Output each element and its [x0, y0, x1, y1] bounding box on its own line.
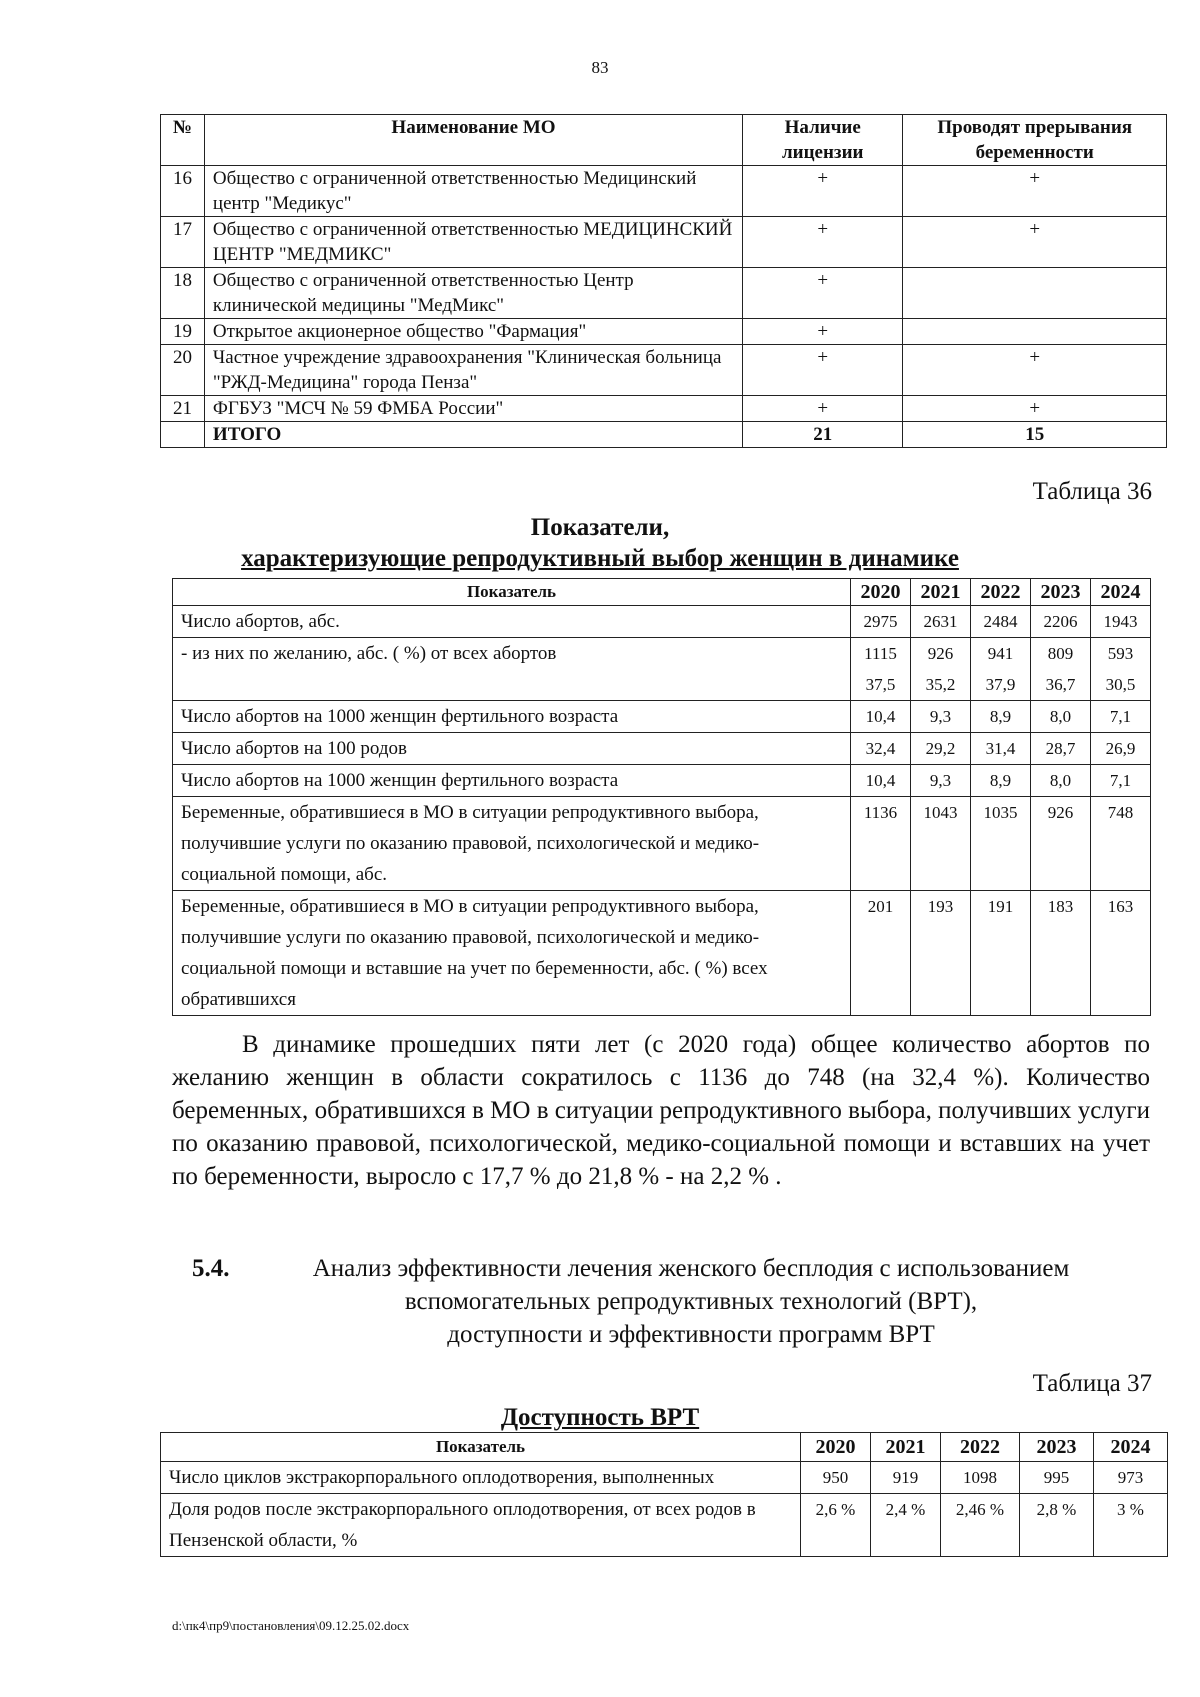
col-year-header: 2021 [911, 579, 971, 606]
table-36-title-line2: характеризующие репродуктивный выбор женщин в динамике [241, 545, 959, 572]
col-year-header: 2021 [871, 1433, 941, 1462]
row-abortion: + [903, 217, 1167, 268]
value-cell: 163 [1091, 891, 1151, 1016]
section-heading [172, 1252, 1150, 1351]
value-abs: 941 [987, 644, 1014, 663]
value-cell: 1136 [851, 797, 911, 891]
row-abortion [903, 268, 1167, 319]
row-name: Общество с ограниченной ответственностью Медицинский центр "Медикус" [204, 166, 742, 217]
body-paragraph [172, 1028, 1150, 1193]
indicator-label: Число абортов на 100 родов [173, 733, 851, 765]
table-row [173, 638, 1151, 701]
row-name: Общество с ограниченной ответственностью Центр клинической медицины "МедМикс" [204, 268, 742, 319]
value-cell [1091, 638, 1151, 701]
value-cell [911, 638, 971, 701]
row-abortion [903, 319, 1167, 345]
row-number: 17 [161, 217, 205, 268]
row-abortion: + [903, 345, 1167, 396]
row-abortion: + [903, 166, 1167, 217]
value-cell: 995 [1020, 1462, 1094, 1494]
row-number: 19 [161, 319, 205, 345]
row-license: + [743, 319, 903, 345]
table-36-title-line1: Показатели, [530, 514, 670, 541]
table-row [173, 701, 1151, 733]
row-name: Частное учреждение здравоохранения "Клиническая больница "РЖД-Медицина" города Пенза" [204, 345, 742, 396]
indicator-label: Число абортов на 1000 женщин фертильного возраста [173, 765, 851, 797]
indicator-label: - из них по желанию, абс. ( %) от всех абортов [173, 638, 851, 701]
value-cell: 1943 [1091, 606, 1151, 638]
table-row [161, 345, 1167, 396]
table-row [161, 268, 1167, 319]
value-cell: 8,0 [1031, 765, 1091, 797]
value-percent: 37,5 [865, 675, 896, 694]
table-total-row [161, 422, 1167, 448]
table-header-row [173, 579, 1151, 606]
col-number-header: № [161, 115, 205, 166]
row-number: 18 [161, 268, 205, 319]
table-header-row [161, 115, 1167, 166]
col-abortion-header: Проводят прерывания беременности [903, 115, 1167, 166]
value-cell: 26,9 [1091, 733, 1151, 765]
value-cell [1031, 638, 1091, 701]
col-year-header: 2023 [1031, 579, 1091, 606]
paragraph-text: В динамике прошедших пяти лет (с 2020 года) общее количество абортов по желанию женщин в области сократилось с 1136 до 748 (на 32,4 %). Количество беременных, обратившихся в МО в ситуации репродуктивного выбора, получивших услуги по оказанию правовой, психологической, медико-социальной помощи и вставших на учет по беременности, выросло с 17,7 % до 21,8 % - на 2,2 % . [172, 1031, 1150, 1190]
indicator-label: Число абортов на 1000 женщин фертильного возраста [173, 701, 851, 733]
value-cell: 2,8 % [1020, 1494, 1094, 1557]
section-number: 5.4. [192, 1255, 230, 1282]
col-year-header: 2022 [941, 1433, 1020, 1462]
indicator-label: Беременные, обратившиеся в МО в ситуации репродуктивного выбора, получившие услуги по оказанию правовой, психологической и медико-социальной помощи, абс. [173, 797, 851, 891]
section-title [172, 1252, 1150, 1351]
value-cell: 1043 [911, 797, 971, 891]
table-row [161, 1494, 1168, 1557]
mo-license-table [160, 114, 1167, 448]
value-cell: 9,3 [911, 765, 971, 797]
total-license: 21 [743, 422, 903, 448]
value-abs: 926 [927, 644, 954, 663]
value-cell: 8,0 [1031, 701, 1091, 733]
indicator-label: Число циклов экстракорпорального оплодотворения, выполненных [161, 1462, 801, 1494]
value-cell: 926 [1031, 797, 1091, 891]
total-label: ИТОГО [204, 422, 742, 448]
table-36-label: Таблица 36 [1032, 478, 1152, 505]
value-cell: 8,9 [971, 765, 1031, 797]
col-name-header: Наименование МО [204, 115, 742, 166]
art-availability-table [160, 1432, 1168, 1557]
total-number [161, 422, 205, 448]
value-abs: 1115 [864, 644, 897, 663]
value-cell: 748 [1091, 797, 1151, 891]
reproductive-choice-table [172, 578, 1151, 1016]
value-cell: 28,7 [1031, 733, 1091, 765]
table-row [161, 319, 1167, 345]
row-number: 20 [161, 345, 205, 396]
value-percent: 30,5 [1105, 675, 1136, 694]
value-abs: 593 [1107, 644, 1134, 663]
value-abs: 809 [1047, 644, 1074, 663]
table-row [161, 396, 1167, 422]
indicator-label: Беременные, обратившиеся в МО в ситуации репродуктивного выбора, получившие услуги по оказанию правовой, психологической и медико-социальной помощи и вставшие на учет по беременности, абс. ( %) всех обратившихся [173, 891, 851, 1016]
value-cell: 7,1 [1091, 701, 1151, 733]
indicator-label: Число абортов, абс. [173, 606, 851, 638]
row-license: + [743, 166, 903, 217]
row-number: 21 [161, 396, 205, 422]
value-cell [851, 638, 911, 701]
value-cell: 29,2 [911, 733, 971, 765]
page-number: 83 [591, 58, 609, 77]
table-row [173, 797, 1151, 891]
col-year-header: 2024 [1094, 1433, 1168, 1462]
value-cell: 191 [971, 891, 1031, 1016]
col-indicator-header: Показатель [173, 579, 851, 606]
col-year-header: 2022 [971, 579, 1031, 606]
row-name: Открытое акционерное общество "Фармация" [204, 319, 742, 345]
row-license: + [743, 268, 903, 319]
value-cell: 193 [911, 891, 971, 1016]
value-cell: 8,9 [971, 701, 1031, 733]
indicator-label: Доля родов после экстракорпорального оплодотворения, от всех родов в Пензенской области, % [161, 1494, 801, 1557]
value-cell: 3 % [1094, 1494, 1168, 1557]
table-header-row [161, 1433, 1168, 1462]
table-37-label: Таблица 37 [1032, 1370, 1152, 1397]
value-cell: 919 [871, 1462, 941, 1494]
table-row [173, 733, 1151, 765]
row-name: Общество с ограниченной ответственностью МЕДИЦИНСКИЙ ЦЕНТР "МЕДМИКС" [204, 217, 742, 268]
col-year-header: 2020 [851, 579, 911, 606]
row-abortion: + [903, 396, 1167, 422]
value-cell: 1035 [971, 797, 1031, 891]
value-cell: 2,46 % [941, 1494, 1020, 1557]
value-cell: 1098 [941, 1462, 1020, 1494]
table-row [173, 891, 1151, 1016]
file-path-footer: d:\пк4\пр9\постановления\09.12.25.02.docx [172, 1618, 410, 1633]
value-cell: 9,3 [911, 701, 971, 733]
value-cell: 7,1 [1091, 765, 1151, 797]
total-abortion: 15 [903, 422, 1167, 448]
value-cell: 183 [1031, 891, 1091, 1016]
value-cell: 10,4 [851, 701, 911, 733]
value-cell: 2,6 % [801, 1494, 871, 1557]
value-cell: 201 [851, 891, 911, 1016]
value-cell: 2,4 % [871, 1494, 941, 1557]
table-row [161, 217, 1167, 268]
value-percent: 37,9 [985, 675, 1016, 694]
table-37-title [0, 1402, 1200, 1433]
value-cell: 10,4 [851, 765, 911, 797]
table-row [173, 765, 1151, 797]
table-37-title-text: Доступность ВРТ [500, 1404, 700, 1431]
value-cell [971, 638, 1031, 701]
col-indicator-header: Показатель [161, 1433, 801, 1462]
table-row [173, 606, 1151, 638]
row-license: + [743, 217, 903, 268]
value-percent: 35,2 [925, 675, 956, 694]
value-cell: 31,4 [971, 733, 1031, 765]
row-license: + [743, 345, 903, 396]
col-license-header: Наличие лицензии [743, 115, 903, 166]
value-cell: 32,4 [851, 733, 911, 765]
value-cell: 950 [801, 1462, 871, 1494]
row-name: ФГБУЗ "МСЧ № 59 ФМБА России" [204, 396, 742, 422]
row-number: 16 [161, 166, 205, 217]
section-title-line2: вспомогательных репродуктивных технологий (ВРТ), [404, 1288, 978, 1315]
table-row [161, 166, 1167, 217]
value-percent: 36,7 [1045, 675, 1076, 694]
col-year-header: 2024 [1091, 579, 1151, 606]
row-license: + [743, 396, 903, 422]
value-cell: 2975 [851, 606, 911, 638]
section-title-line3: доступности и эффективности программ ВРТ [447, 1321, 935, 1348]
col-year-header: 2023 [1020, 1433, 1094, 1462]
value-cell: 2484 [971, 606, 1031, 638]
value-cell: 2206 [1031, 606, 1091, 638]
table-row [161, 1462, 1168, 1494]
col-year-header: 2020 [801, 1433, 871, 1462]
value-cell: 2631 [911, 606, 971, 638]
table-36-title [0, 512, 1200, 574]
section-title-line1: Анализ эффективности лечения женского бесплодия с использованием [312, 1255, 1070, 1282]
value-cell: 973 [1094, 1462, 1168, 1494]
